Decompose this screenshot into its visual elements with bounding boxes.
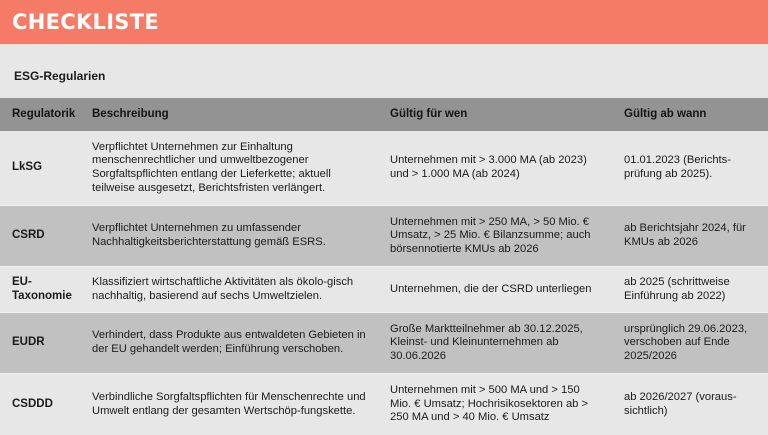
regulation-start: 01.01.2023 (Berichts-prüfung ab 2025). [612, 131, 768, 205]
table-row [0, 206, 768, 266]
table-header-row [0, 98, 768, 131]
regulation-scope: Unternehmen, die der CSRD unterliegen [378, 267, 612, 312]
regulation-description: Verpflichtet Unternehmen zur Einhaltung menschenrechtlicher und umweltbezogener Sorgfaltspflichten entlang der Lieferkette; aktuell teilweise ausgesetzt, Berichtsfristen verlängert. [80, 131, 378, 205]
regulation-start: ab Berichtsjahr 2024, für KMUs ab 2026 [612, 206, 768, 266]
regulation-scope: Unternehmen mit > 3.000 MA (ab 2023) und > 1.000 MA (ab 2024) [378, 131, 612, 205]
regulation-scope: Unternehmen mit > 250 MA, > 50 Mio. € Umsatz, > 25 Mio. € Bilanzsumme; auch börsennotierte KMUs ab 2026 [378, 206, 612, 266]
regulation-name: CSRD [0, 206, 80, 266]
table-row [0, 313, 768, 373]
regulation-name: EUDR [0, 313, 80, 373]
regulation-scope: Große Marktteilnehmer ab 30.12.2025, Kleinst- und Kleinunternehmen ab 30.06.2026 [378, 313, 612, 373]
column-header-beschreibung: Beschreibung [80, 98, 378, 131]
regulation-scope: Unternehmen mit > 500 MA und > 150 Mio. € Umsatz; Hochrisikosektoren ab > 250 MA und > 40 Mio. € Umsatz [378, 374, 612, 435]
regulation-description: Verbindliche Sorgfaltspflichten für Menschenrechte und Umwelt entlang der gesamten Wertschöp-fungskette. [80, 374, 378, 435]
table-row [0, 131, 768, 205]
column-header-gueltig-ab-wann: Gültig ab wann [612, 98, 768, 131]
regulation-name: EU-Taxonomie [0, 267, 80, 312]
column-header-gueltig-fuer-wen: Gültig für wen [378, 98, 612, 131]
regulation-start: ab 2025 (schrittweise Einführung ab 2022) [612, 267, 768, 312]
esg-regulations-table [0, 98, 768, 435]
regulation-name: CSDDD [0, 374, 80, 435]
checklist-banner [0, 0, 768, 44]
section-title: ESG-Regularien [14, 69, 106, 83]
regulation-description: Klassifiziert wirtschaftliche Aktivitäten als ökolo-gisch nachhaltig, basierend auf sechs Umweltzielen. [80, 267, 378, 312]
table-row [0, 267, 768, 312]
regulation-description: Verpflichtet Unternehmen zu umfassender Nachhaltigkeitsberichterstattung gemäß ESRS. [80, 206, 378, 266]
table-row [0, 374, 768, 435]
column-header-regulatorik: Regulatorik [0, 98, 80, 131]
regulation-description: Verhindert, dass Produkte aus entwaldeten Gebieten in der EU gehandelt werden; Einführung verschoben. [80, 313, 378, 373]
banner-title: CHECKLISTE [12, 10, 160, 34]
regulation-start: ursprünglich 29.06.2023, verschoben auf Ende 2025/2026 [612, 313, 768, 373]
regulation-name: LkSG [0, 131, 80, 205]
regulation-start: ab 2026/2027 (voraus-sichtlich) [612, 374, 768, 435]
